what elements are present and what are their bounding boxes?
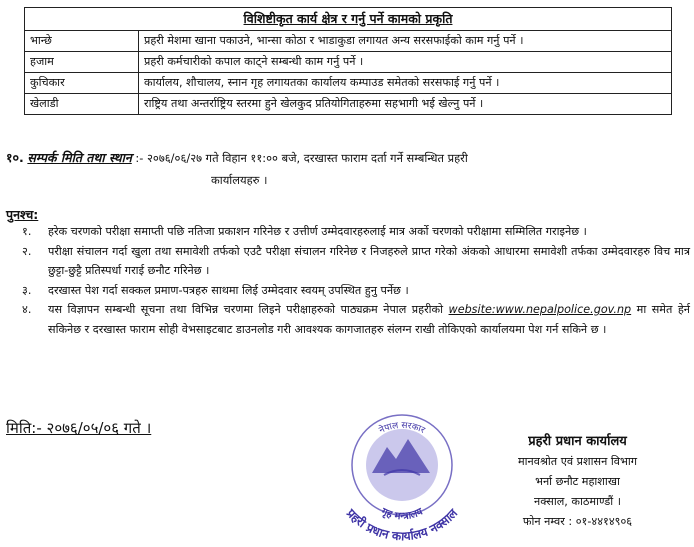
section-heading: सम्पर्क मिति तथा स्थान [27, 150, 132, 165]
office-phone: फोन नम्वर : ०१-४४१४९०६ [522, 515, 633, 528]
notes-title: पुनश्च: [6, 207, 39, 222]
note-item [22, 300, 690, 339]
note-number: १. [22, 225, 32, 238]
note-text: हरेक चरणको परीक्षा समाप्ती पछि नतिजा प्रकाशन गरिनेछ र उत्तीर्ण उम्मेदवारहरुलाई मात्र अर्को चरणको परीक्षामा सम्मिलित गराइनेछ । [48, 225, 587, 238]
notice-date: मिति:- २०७६/०५/०६ गते । [6, 419, 152, 437]
section-separator: :- [135, 151, 144, 165]
note-item [22, 281, 690, 301]
seal-mid-text: गृह मन्त्रालय [379, 506, 425, 523]
post-cell: कुचिकार [25, 73, 139, 94]
note-text: परीक्षा संचालन गर्दा खुला तथा समावेशी तर्फको एउटै परीक्षा संचालन गरिनेछ र निजहरुले प्राप्त गरेको अंकको आधारमा समावेशी तर्फका उम्मेदवारहरु विच मात्र छुट्टा-छुट्टै प्रतिस्पर्धा गराई छनौट गरिनेछ । [48, 244, 690, 277]
work-cell: प्रहरी कर्मचारीको कपाल काट्ने सम्बन्धी काम गर्नु पर्ने । [139, 52, 672, 73]
contact-section [6, 147, 686, 191]
table-row [25, 73, 672, 94]
table-row [25, 31, 672, 52]
table-header-row [25, 8, 672, 31]
post-cell: भान्छे [25, 31, 139, 52]
notes-list [22, 222, 690, 339]
note-text: यस विज्ञापन सम्बन्धी सूचना तथा विभिन्न चरणमा लिइने परीक्षाहरुको पाठ्यक्रम नेपाल प्रहरीको [48, 303, 444, 316]
seal-bottom-text: प्रहरी प्रधान कार्यालय नक्साल [343, 506, 461, 544]
note-text: दरखास्त पेश गर्दा सक्कल प्रमाण-पत्रहरु साथमा लिई उम्मेदवार स्वयम् उपस्थित हुनु पर्नेछ । [48, 283, 409, 297]
section-text: २०७६/०६/२७ गते विहान ११:०० बजे, दरखास्त फाराम दर्ता गर्ने सम्बन्धित प्रहरी [146, 151, 468, 165]
office-block [475, 432, 680, 532]
table-row [25, 52, 672, 73]
work-cell: प्रहरी मेशमा खाना पकाउने, भान्सा कोठा र भाडाकुडा लगायत अन्य सरसफाईको काम गर्नु पर्ने । [139, 31, 672, 52]
section-number: १०. [6, 150, 24, 165]
note-number: ४. [22, 303, 32, 316]
post-cell: हजाम [25, 52, 139, 73]
office-line: मानवश्रोत एवं प्रशासन विभाग [517, 455, 638, 468]
office-title: प्रहरी प्रधान कार्यालय [528, 434, 627, 449]
duties-table [24, 7, 672, 115]
note-number: ३. [22, 283, 32, 297]
table-header: विशिष्टीकृत कार्य क्षेत्र र गर्नु पर्ने कामको प्रकृति [25, 8, 672, 31]
note-number: २. [22, 244, 32, 258]
note-item [22, 242, 690, 281]
work-cell: कार्यालय, शौचालय, स्नान गृह लगायतका कार्यालय कम्पाउड समेतको सरसफाई गर्नु पर्ने । [139, 73, 672, 94]
note-text: मा समेत हेर्न सकिनेछ र दरखास्त फाराम सोही वेभसाइटबाट डाउनलोड गरी आवश्यक कागजातहरु संलग्न राखी तोकिएको कार्यालयमा पेश गर्न सकिने छ । [48, 303, 690, 336]
section-text-cont: कार्यालयहरु । [211, 173, 268, 187]
post-cell: खेलाडी [25, 94, 139, 115]
note-item [22, 222, 690, 242]
website-link[interactable]: website:www.nepalpolice.gov.np [448, 303, 632, 316]
seal-top-text: नेपाल सरकार [377, 420, 427, 436]
police-seal-icon [322, 395, 482, 545]
work-cell: राष्ट्रिय तथा अन्तर्राष्ट्रिय स्तरमा हुने खेलकुद प्रतियोगिताहरुमा सहभागी भई खेल्नु पर्ने । [139, 94, 672, 115]
office-line: भर्ना छनौट महाशाखा [535, 475, 620, 488]
office-line: नक्साल, काठमाण्डौं । [534, 495, 621, 508]
table-row [25, 94, 672, 115]
